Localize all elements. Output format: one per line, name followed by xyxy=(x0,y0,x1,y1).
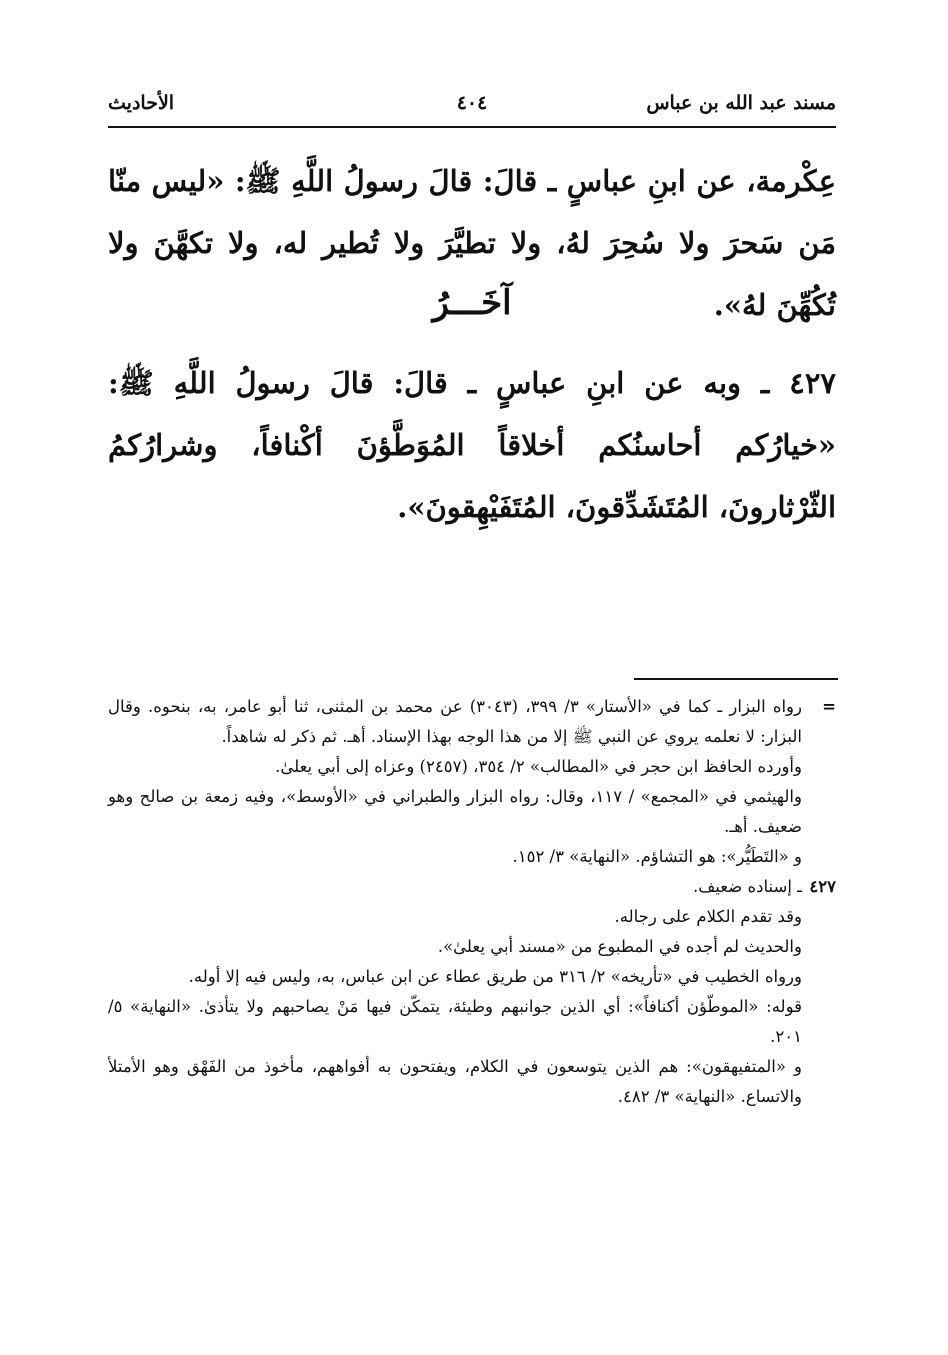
footnote-line: والهيثمي في «المجمع» / ١١٧، وقال: رواه البزار والطبراني في «الأوسط»، وفيه زمعة بن صالح وهو ضعيف. أهـ. xyxy=(108,787,802,836)
footnote-line: ورواه الخطيب في «تأريخه» ٢/ ٣١٦ من طريق عطاء عن ابن عباس، به، وليس فيه إلا أوله. xyxy=(188,967,802,986)
header-divider xyxy=(108,126,836,128)
footnote-divider xyxy=(634,678,838,680)
hadith-427-text: ٤٢٧ ـ وبه عن ابنِ عباسٍ ـ قالَ: قالَ رسولُ اللَّهِ ﷺ: «خيارُكم أحاسنُكم أخلاقاً المُوَطَّؤنَ أكْنافاً، وشرارُكمُ الثّرْثارونَ، المُتَشَدِّقونَ، المُتَفَيْهِقونَ». xyxy=(108,366,836,524)
footnote-line: ـ إسناده ضعيف. xyxy=(692,877,802,896)
footnote-line: و «المتفيهقون»: هم الذين يتوسعون في الكلام، ويفتحون به أفواههم، مأخوذ من الفَهْق وهو الأمتلأ والاتساع. «النهاية» ٣/ ٤٨٢. xyxy=(108,1057,802,1106)
footnote-previous xyxy=(108,692,836,872)
footnote-line: وقد تقدم الكلام على رجاله. xyxy=(614,907,802,926)
footnote-427 xyxy=(108,872,836,1112)
footnote-marker: = xyxy=(822,697,836,716)
footnote-number: ٤٢٧ xyxy=(809,877,836,896)
header-book-title: مسند عبد الله بن عباس xyxy=(646,92,836,114)
footnote-line: رواه البزار ـ كما في «الأستار» ٣/ ٣٩٩، (٣٠٤٣) عن محمد بن المثنى، ثنا أبو عامر، به، بنحوه. وقال البزار: لا نعلمه يروي عن النبي ﷺ إلا من هذا الوجه بهذا الإسناد. أهـ. ثم ذكر له شاهداً. xyxy=(108,697,802,746)
hadith-text-continued: عِكْرمة، عن ابنِ عباسٍ ـ قالَ: قالَ رسولُ اللَّهِ ﷺ: «ليس منّا مَن سَحرَ ولا سُحِرَ لهُ، ولا تطيَّرَ ولا تُطير له، ولا تكهَّنَ ولا تُكُهِّنَ لهُ». xyxy=(108,164,836,322)
section-heading: آخَـــرُ xyxy=(432,283,512,323)
running-header xyxy=(108,92,836,126)
footnote-line: و «التَطَيُّر»: هو التشاؤم. «النهاية» ٣/ ١٥٢. xyxy=(512,847,802,866)
header-section-title: الأحاديث xyxy=(108,92,175,114)
footnote-line: قوله: «الموطّؤن أكنافاً»: أي الذين جوانبهم وطيئة، يتمكّن فيها مَنْ يصاحبهم ولا يتأذىٰ. «النهاية» ٥/ ٢٠١. xyxy=(108,997,802,1046)
footnote-line: والحديث لم أجده في المطبوع من «مسند أبي يعلىٰ». xyxy=(437,937,802,956)
footnote-line: وأورده الحافظ ابن حجر في «المطالب» ٢/ ٣٥٤، (٢٤٥٧) وعزاه إلى أبي يعلىٰ. xyxy=(275,757,802,776)
footnotes xyxy=(108,692,836,1112)
page-number: ٤٠٤ xyxy=(456,92,488,114)
